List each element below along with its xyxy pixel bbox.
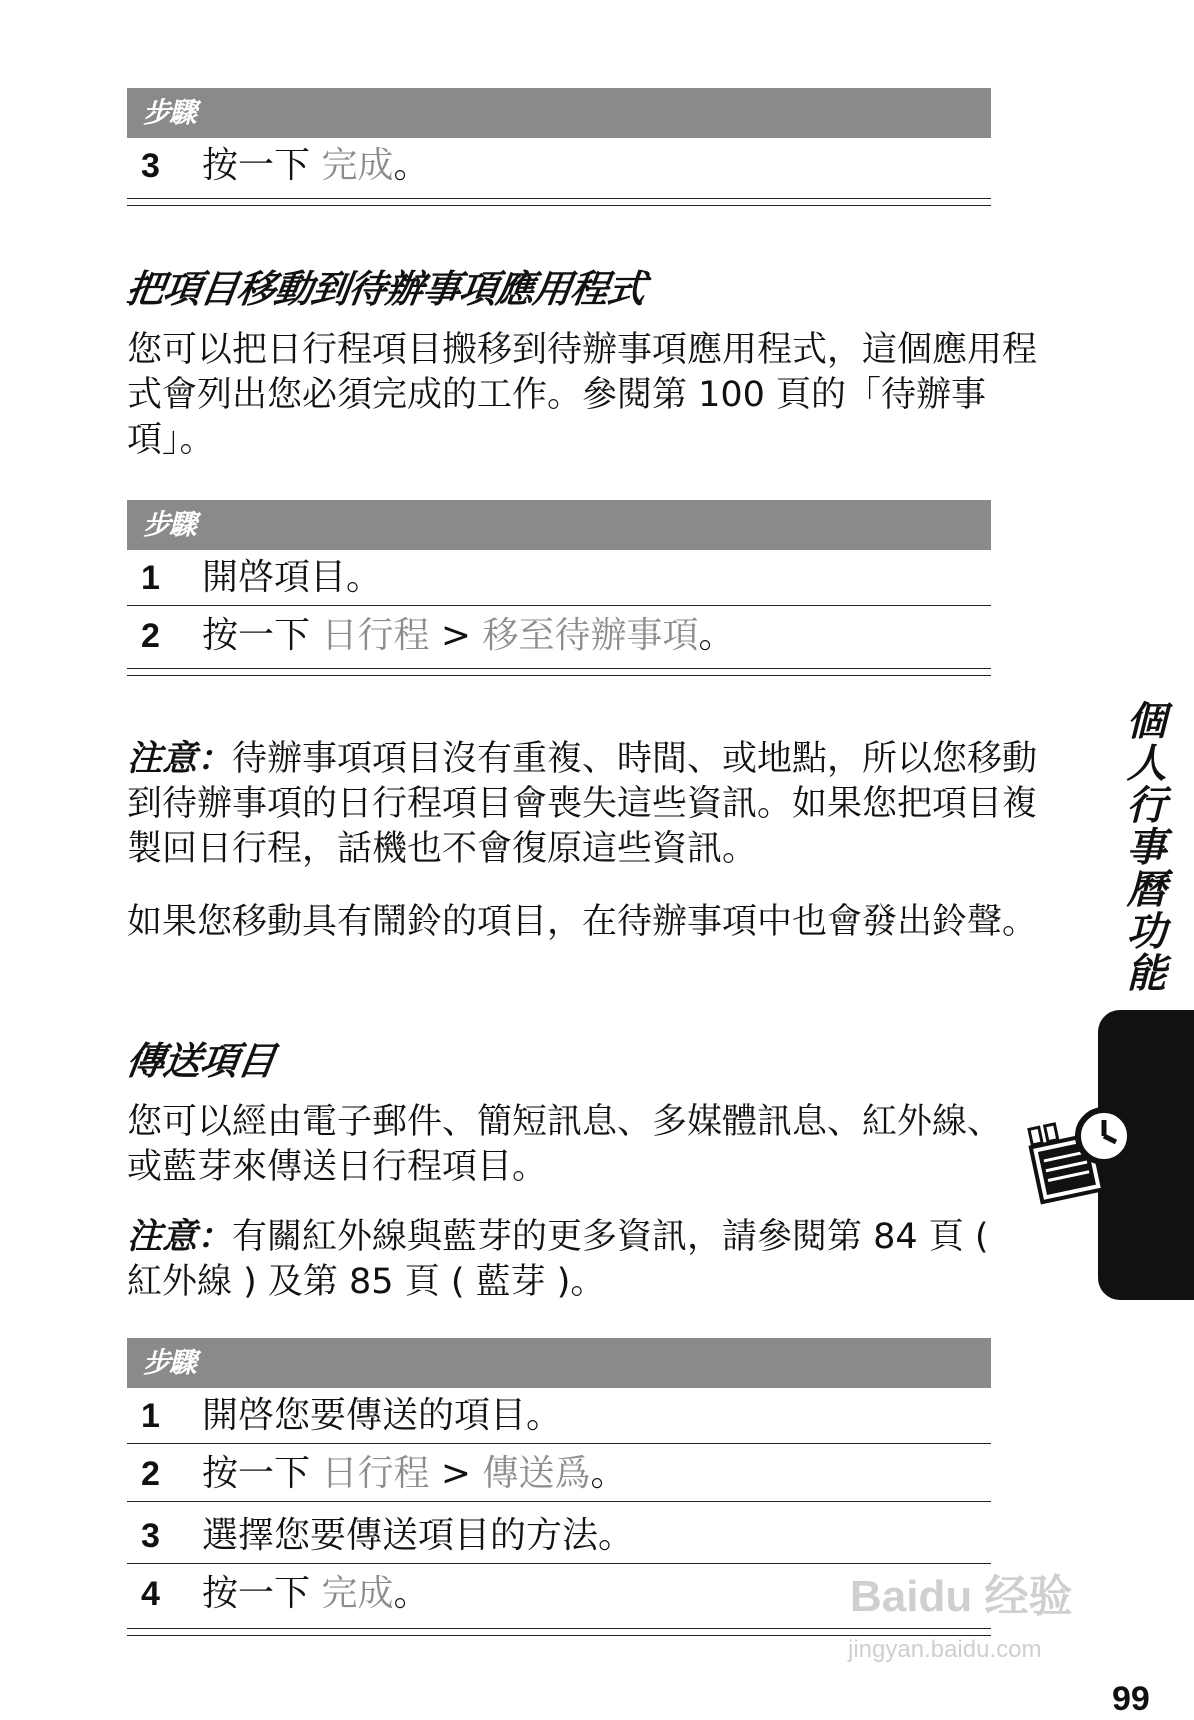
menu-item-done: 完成 — [321, 1573, 394, 1614]
note-label: 注意： — [127, 739, 233, 779]
step-number: 3 — [141, 1517, 160, 1555]
section-title: 把項目移動到待辦事項應用程式 — [123, 267, 648, 311]
menu-item-done: 完成 — [321, 145, 394, 186]
steps-header: 步驟 — [127, 500, 991, 550]
divider — [127, 198, 991, 206]
step-text: 按一下 日行程 > 傳送爲。 — [202, 1453, 627, 1494]
menu-item-move-to-todo: 移至待辦事項 — [482, 615, 699, 656]
section-title: 傳送項目 — [123, 1039, 278, 1083]
step-row — [127, 1388, 991, 1444]
note-paragraph — [127, 737, 1067, 872]
step-text: 開啓您要傳送的項目。 — [202, 1395, 563, 1436]
step-number: 1 — [141, 1397, 160, 1435]
note-text: 有關紅外線與藍芽的更多資訊，請參閱第 84 頁 ( 紅外線 ) 及第 85 頁 ( 藍芽 )。 — [127, 1217, 989, 1302]
divider — [127, 668, 991, 676]
step-number: 4 — [141, 1575, 160, 1613]
chapter-tab-label: 個人行事曆功能 — [1120, 700, 1166, 994]
page-number: 99 — [1112, 1680, 1150, 1718]
step-row — [127, 550, 991, 606]
step-text: 開啓項目。 — [202, 557, 383, 598]
step-row — [127, 1508, 991, 1564]
body-paragraph: 您可以把日行程項目搬移到待辦事項應用程式，這個應用程式會列出您必須完成的工作。參閱第 100 頁的「待辦事項」。 — [127, 330, 1038, 460]
step-row — [127, 138, 991, 194]
watermark-logo: Baidu 经验 — [850, 1572, 1073, 1621]
calendar-clock-icon — [1022, 1098, 1142, 1208]
note-paragraph — [127, 1215, 1007, 1305]
step-text: 按一下 完成。 — [202, 1573, 430, 1614]
menu-item-calendar: 日行程 — [321, 615, 430, 656]
note-text: 待辦事項項目沒有重複、時間、或地點，所以您移動到待辦事項的日行程項目會喪失這些資訊。如果您把項目複製回日行程，話機也不會復原這些資訊。 — [127, 739, 1038, 869]
step-text: 選擇您要傳送項目的方法。 — [202, 1515, 635, 1556]
divider — [127, 1628, 991, 1636]
step-row — [127, 608, 991, 664]
menu-item-send-as: 傳送爲 — [482, 1453, 591, 1494]
body-paragraph: 您可以經由電子郵件、簡短訊息、多媒體訊息、紅外線、或藍芽來傳送日行程項目。 — [127, 1102, 1003, 1187]
body-paragraph: 如果您移動具有鬧鈴的項目，在待辦事項中也會發出鈴聲。 — [127, 902, 1038, 942]
step-text: 按一下 日行程 > 移至待辦事項。 — [202, 615, 735, 656]
step-number: 3 — [141, 147, 160, 185]
step-text: 按一下 完成。 — [202, 145, 430, 186]
watermark-url: jingyan.baidu.com — [848, 1636, 1042, 1663]
step-number: 2 — [141, 1455, 160, 1493]
menu-item-calendar: 日行程 — [321, 1453, 430, 1494]
step-number: 1 — [141, 559, 160, 597]
steps-header: 步驟 — [127, 88, 991, 138]
step-row — [127, 1446, 991, 1502]
step-number: 2 — [141, 617, 160, 655]
note-label: 注意： — [127, 1217, 233, 1257]
steps-header: 步驟 — [127, 1338, 991, 1388]
